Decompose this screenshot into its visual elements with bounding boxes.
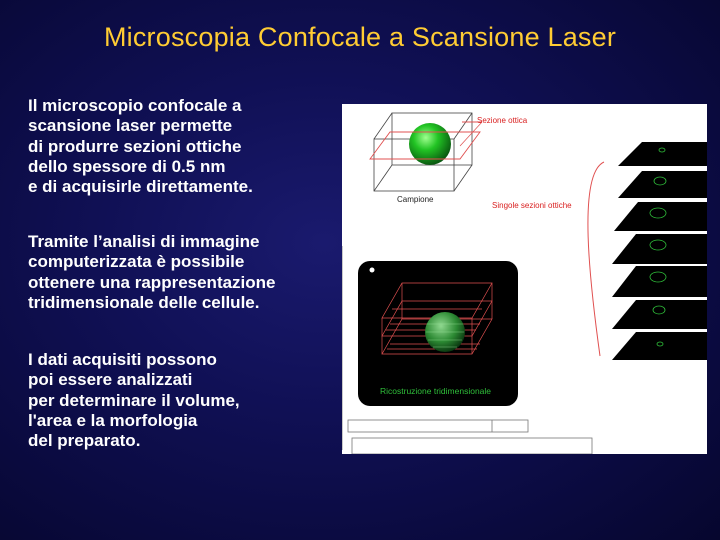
paragraph-data-analysis: I dati acquisiti possono poi essere analizzati per determinare il volume, l'area e la morfologia del preparato. <box>28 350 240 451</box>
label-ricostruzione: Ricostruzione tridimensionale <box>380 386 492 396</box>
paragraph-3d-reconstruction: Tramite l’analisi di immagine computerizzata è possibile ottenere una rappresentazione tridimensionale delle cellule. <box>28 232 276 312</box>
confocal-diagram-figure <box>342 104 707 454</box>
section-slice <box>618 171 707 198</box>
label-sezione-ottica: Sezione ottica <box>477 116 528 125</box>
section-slice <box>612 332 707 360</box>
section-slice <box>612 266 707 297</box>
section-slice <box>612 234 707 264</box>
label-singole-sezioni: Singole sezioni ottiche <box>492 201 572 210</box>
section-slice <box>612 300 707 329</box>
label-campione: Campione <box>397 195 434 204</box>
slide-title: Microscopia Confocale a Scansione Laser <box>103 22 617 52</box>
reconstruction-panel <box>358 261 518 406</box>
paragraph-confocal-description: Il microscopio confocale a scansione laser permette di produrre sezioni ottiche dello spessore di 0.5 nm e di acquisirle direttamente. <box>28 96 253 197</box>
section-slice <box>614 202 707 231</box>
confocal-diagram <box>342 104 707 454</box>
section-slice <box>618 142 707 166</box>
optical-sections-stack <box>612 142 707 360</box>
red-curve-arrow <box>588 162 604 356</box>
